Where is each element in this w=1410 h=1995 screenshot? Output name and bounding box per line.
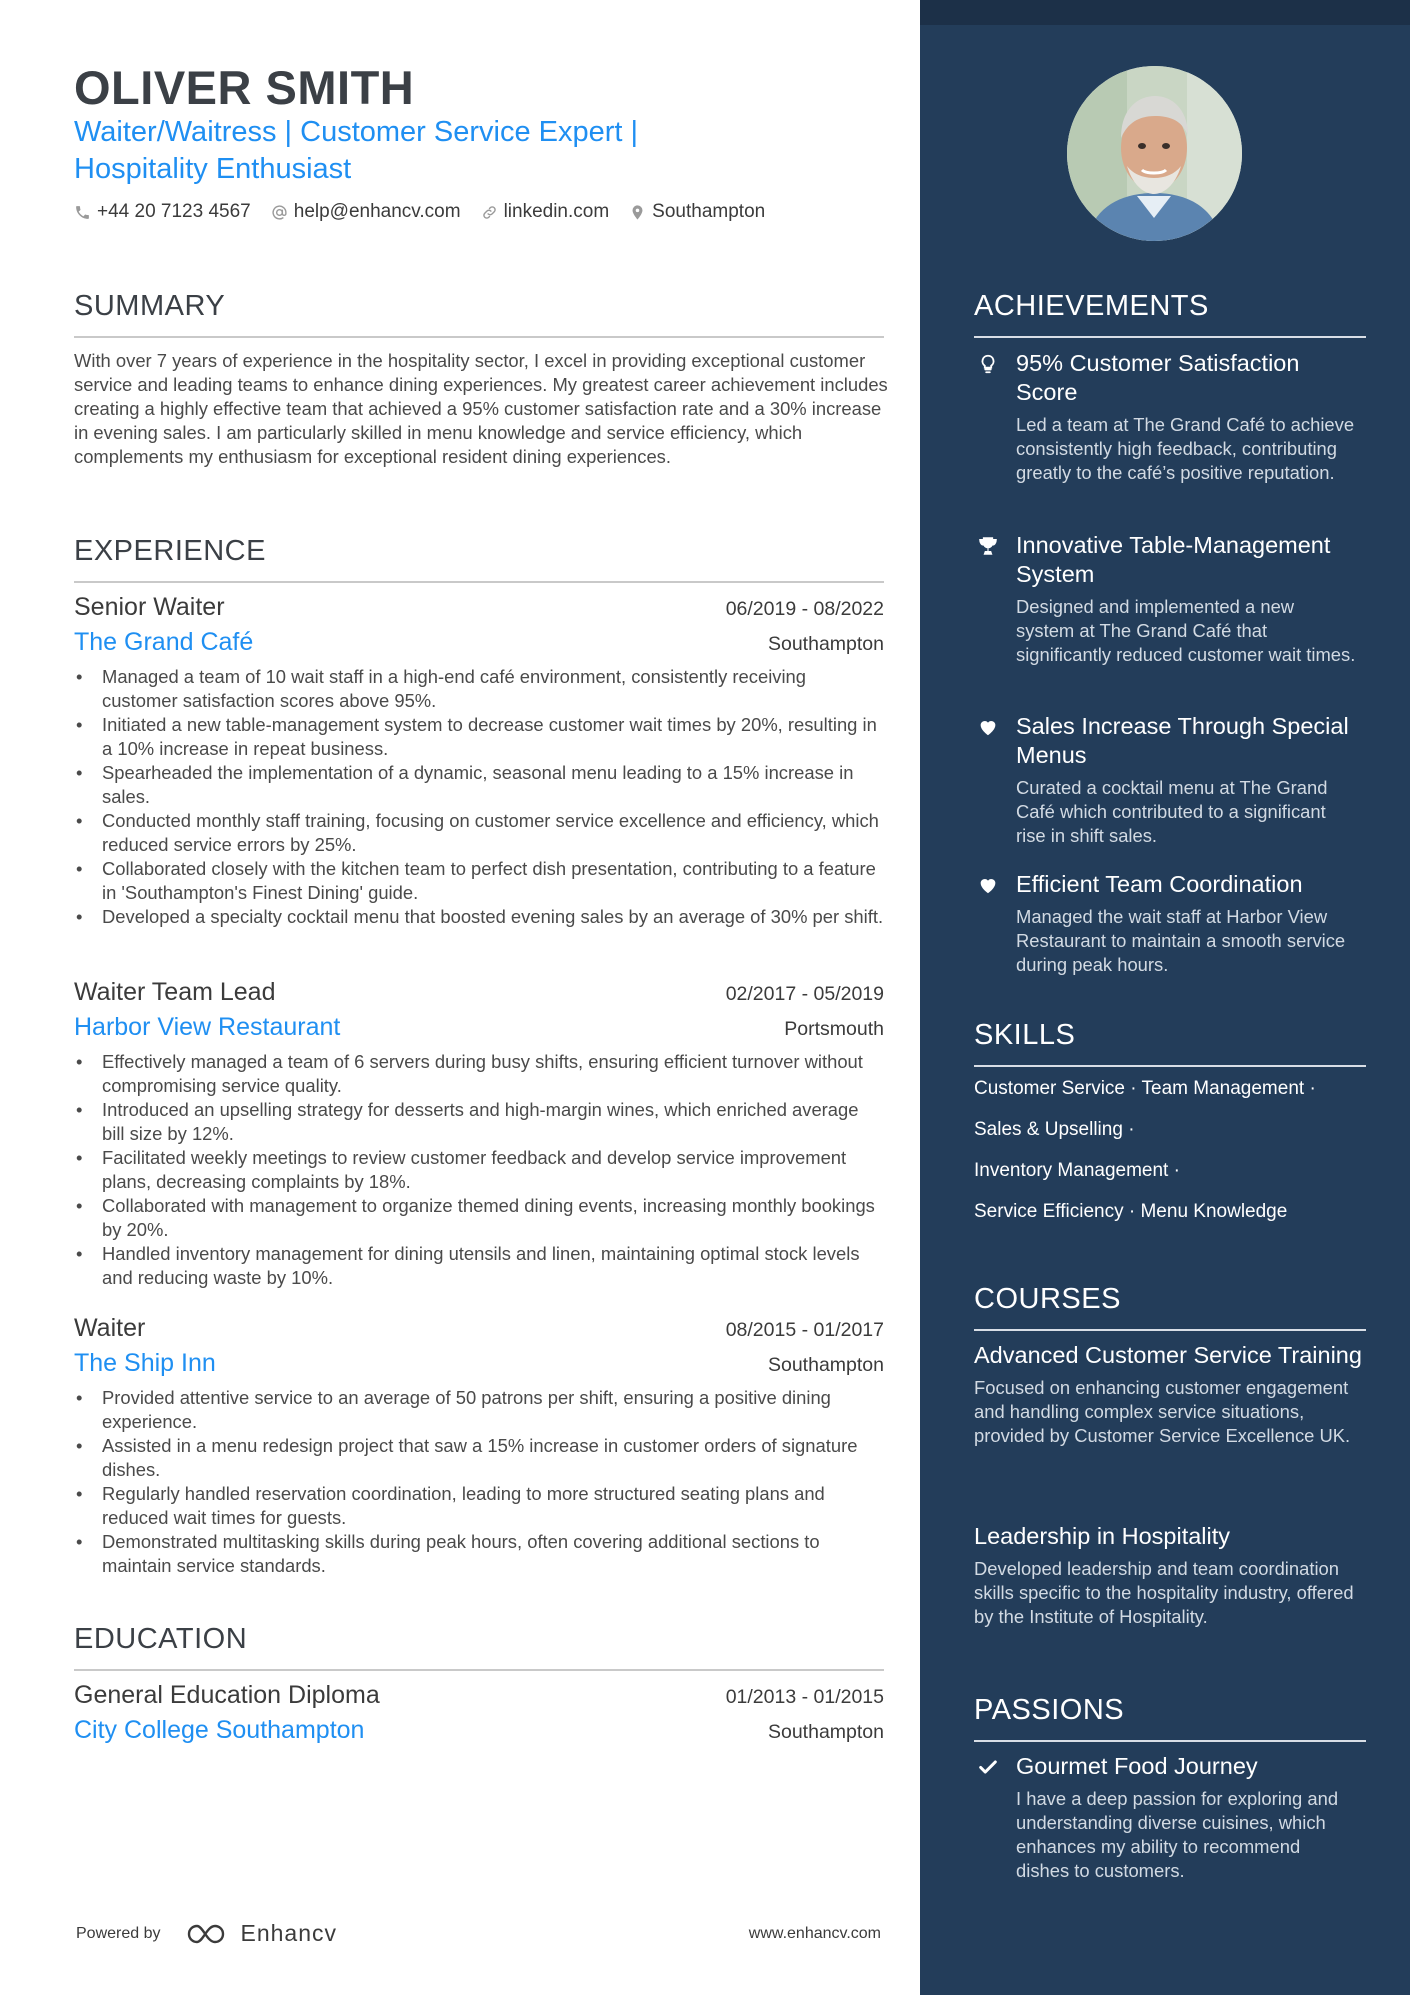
phone-text: +44 20 7123 4567 [97, 201, 251, 222]
enhancv-logo-icon [185, 1922, 231, 1946]
headline [74, 114, 734, 188]
summary-divider [74, 336, 884, 338]
education-entry [74, 1681, 884, 1745]
course-title: Advanced Customer Service Training [974, 1342, 1362, 1368]
powered-by-label: Powered by [76, 1924, 161, 1942]
passions-divider [974, 1740, 1366, 1742]
email-text: help@enhancv.com [293, 201, 461, 222]
job-bullet: • Regularly handled reservation coordination, leading to more structured seating plans and reduced wait times for guests. [74, 1482, 884, 1530]
achievement-title: Efficient Team Coordination [1016, 871, 1303, 897]
job-bullets [74, 665, 884, 929]
job-company: The Grand Café [74, 628, 254, 656]
education-heading: EDUCATION [74, 1623, 248, 1655]
achievement-desc: Curated a cocktail menu at The Grand Café which contributed to a significant rise in shift sales. [1016, 777, 1328, 846]
achievement-title: Sales Increase Through Special Menus [1016, 713, 1349, 768]
passions-heading: PASSIONS [974, 1694, 1125, 1726]
courses-divider [974, 1329, 1366, 1331]
achievement-item [974, 531, 1374, 667]
sidebar-top-band [920, 0, 1410, 25]
contact-bar [74, 201, 765, 223]
education-degree: General Education Diploma [74, 1681, 380, 1709]
passion-desc: I have a deep passion for exploring and understanding diverse cuisines, which enhances my ability to recommend dishes to customers. [1016, 1788, 1339, 1881]
location-pin-icon [629, 204, 646, 221]
phone-icon [74, 204, 91, 221]
job-bullet: • Collaborated with management to organize themed dining events, increasing monthly bookings by 20%. [74, 1194, 884, 1242]
course-item [974, 1341, 1366, 1448]
achievements-divider [974, 336, 1366, 338]
education-divider [74, 1669, 884, 1671]
avatar [1067, 66, 1242, 241]
checkmark-icon [977, 1756, 999, 1778]
job-company: The Ship Inn [74, 1349, 216, 1377]
job-bullet: • Conducted monthly staff training, focusing on customer service excellence and efficiency, which reduced service errors by 25%. [74, 809, 884, 857]
job-bullet: • Facilitated weekly meetings to review customer feedback and develop service improvement plans, decreasing complaints by 18%. [74, 1146, 884, 1194]
job-bullet: • Demonstrated multitasking skills during peak hours, often covering additional sections to maintain service standards. [74, 1530, 884, 1578]
summary-heading: SUMMARY [74, 290, 226, 322]
footer [76, 1920, 881, 1947]
experience-heading: EXPERIENCE [74, 535, 266, 567]
job-date: 02/2017 - 05/2019 [725, 983, 884, 1005]
course-title: Leadership in Hospitality [974, 1523, 1231, 1549]
achievements-heading: ACHIEVEMENTS [974, 290, 1209, 322]
skills-heading: SKILLS [974, 1019, 1076, 1051]
headline-line-2: Hospitality Enthusiast [74, 153, 352, 185]
job-location: Southampton [767, 1354, 884, 1376]
at-icon [271, 204, 288, 221]
skills-line: Customer Service · Team Management · [974, 1078, 1316, 1099]
job-bullets [74, 1386, 884, 1578]
powered-by [76, 1920, 337, 1947]
profile-photo [1067, 66, 1242, 241]
job-title: Waiter [74, 1314, 146, 1342]
education-school: City College Southampton [74, 1716, 365, 1744]
job-bullet: • Assisted in a menu redesign project that saw a 15% increase in customer orders of signature dishes. [74, 1434, 884, 1482]
heart-icon [977, 874, 999, 896]
lightbulb-icon [977, 353, 999, 375]
sidebar [920, 0, 1410, 1995]
location-text: Southampton [652, 201, 766, 222]
experience-divider [74, 581, 884, 583]
skills-line: Sales & Upselling · [974, 1119, 1135, 1140]
education-location: Southampton [767, 1721, 884, 1743]
candidate-name: OLIVER SMITH [74, 61, 415, 114]
courses-heading: COURSES [974, 1283, 1121, 1315]
job-bullets [74, 1050, 884, 1290]
job-location: Portsmouth [784, 1018, 884, 1040]
achievement-title: Innovative Table-Management System [1016, 532, 1331, 587]
contact-linkedin[interactable] [481, 201, 610, 223]
job-bullet: • Introduced an upselling strategy for desserts and high-margin wines, which enriched average bill size by 12%. [74, 1098, 884, 1146]
job-bullet: • Spearheaded the implementation of a dynamic, seasonal menu leading to a 15% increase in sales. [74, 761, 884, 809]
passion-title: Gourmet Food Journey [1016, 1753, 1258, 1779]
contact-location [629, 201, 765, 223]
skills-divider [974, 1065, 1366, 1067]
course-desc: Developed leadership and team coordination skills specific to the hospitality industry, offered by the Institute of Hospitality. [974, 1558, 1354, 1627]
headline-line-1: Waiter/Waitress | Customer Service Expert | [74, 116, 639, 148]
trophy-icon [977, 535, 999, 557]
link-icon [481, 204, 498, 221]
course-desc: Focused on enhancing customer engagement and handling complex service situations, provided by Customer Service Excellence UK. [974, 1377, 1351, 1446]
achievement-desc: Led a team at The Grand Café to achieve consistently high feedback, contributing greatly to the café’s positive reputation. [1016, 414, 1355, 483]
job-date: 06/2019 - 08/2022 [725, 598, 884, 620]
brand-name: Enhancv [240, 1920, 338, 1946]
website-link[interactable]: www.enhancv.com [748, 1924, 881, 1942]
job-bullet: • Effectively managed a team of 6 servers during busy shifts, ensuring efficient turnover without compromising service quality. [74, 1050, 884, 1098]
brand-logo[interactable] [185, 1920, 338, 1947]
skills-line: Inventory Management · [974, 1160, 1180, 1181]
heart-icon [977, 716, 999, 738]
achievement-item [974, 712, 1374, 848]
achievement-title: 95% Customer Satisfaction Score [1016, 350, 1300, 405]
job-date: 08/2015 - 01/2017 [725, 1319, 884, 1341]
passion-item [974, 1752, 1374, 1883]
skills-line: Service Efficiency · Menu Knowledge [974, 1201, 1288, 1222]
job-title: Waiter Team Lead [74, 978, 276, 1006]
job-location: Southampton [767, 633, 884, 655]
summary-text: With over 7 years of experience in the hospitality sector, I excel in providing exceptional customer service and leading teams to enhance dining experiences. My greatest career achievement includes creating a highly effective team that achieved a 95% customer satisfaction rate and a 30% increase in evening sales. I am particularly skilled in menu knowledge and service efficiency, which complements my enthusiasm for exceptional resident dining experiences. [74, 350, 888, 467]
job-entry [74, 1314, 884, 1578]
achievement-item [974, 349, 1374, 485]
job-title: Senior Waiter [74, 593, 225, 621]
job-bullet: • Managed a team of 10 wait staff in a high-end café environment, consistently receiving customer satisfaction scores above 95%. [74, 665, 884, 713]
achievement-item [974, 870, 1374, 977]
job-entry [74, 978, 884, 1290]
skills-list [974, 1078, 1374, 1242]
job-bullet: • Provided attentive service to an average of 50 patrons per shift, ensuring a positive dining experience. [74, 1386, 884, 1434]
course-item [974, 1522, 1366, 1629]
achievement-desc: Managed the wait staff at Harbor View Restaurant to maintain a smooth service during peak hours. [1016, 906, 1346, 975]
contact-phone[interactable] [74, 201, 251, 223]
job-bullet: • Initiated a new table-management system to decrease customer wait times by 20%, resulting in a 10% increase in repeat business. [74, 713, 884, 761]
job-bullet: • Handled inventory management for dining utensils and linen, maintaining optimal stock levels and reducing waste by 10%. [74, 1242, 884, 1290]
job-bullet: • Collaborated closely with the kitchen team to perfect dish presentation, contributing to a feature in 'Southampton's Finest Dining' guide. [74, 857, 884, 905]
job-entry [74, 593, 884, 929]
contact-email[interactable] [271, 201, 461, 223]
education-date: 01/2013 - 01/2015 [725, 1686, 884, 1708]
linkedin-text: linkedin.com [503, 201, 610, 222]
job-company: Harbor View Restaurant [74, 1013, 341, 1041]
job-bullet: • Developed a specialty cocktail menu that boosted evening sales by an average of 30% per shift. [74, 905, 884, 929]
achievement-desc: Designed and implemented a new system at The Grand Café that significantly reduced customer wait times. [1016, 596, 1356, 665]
